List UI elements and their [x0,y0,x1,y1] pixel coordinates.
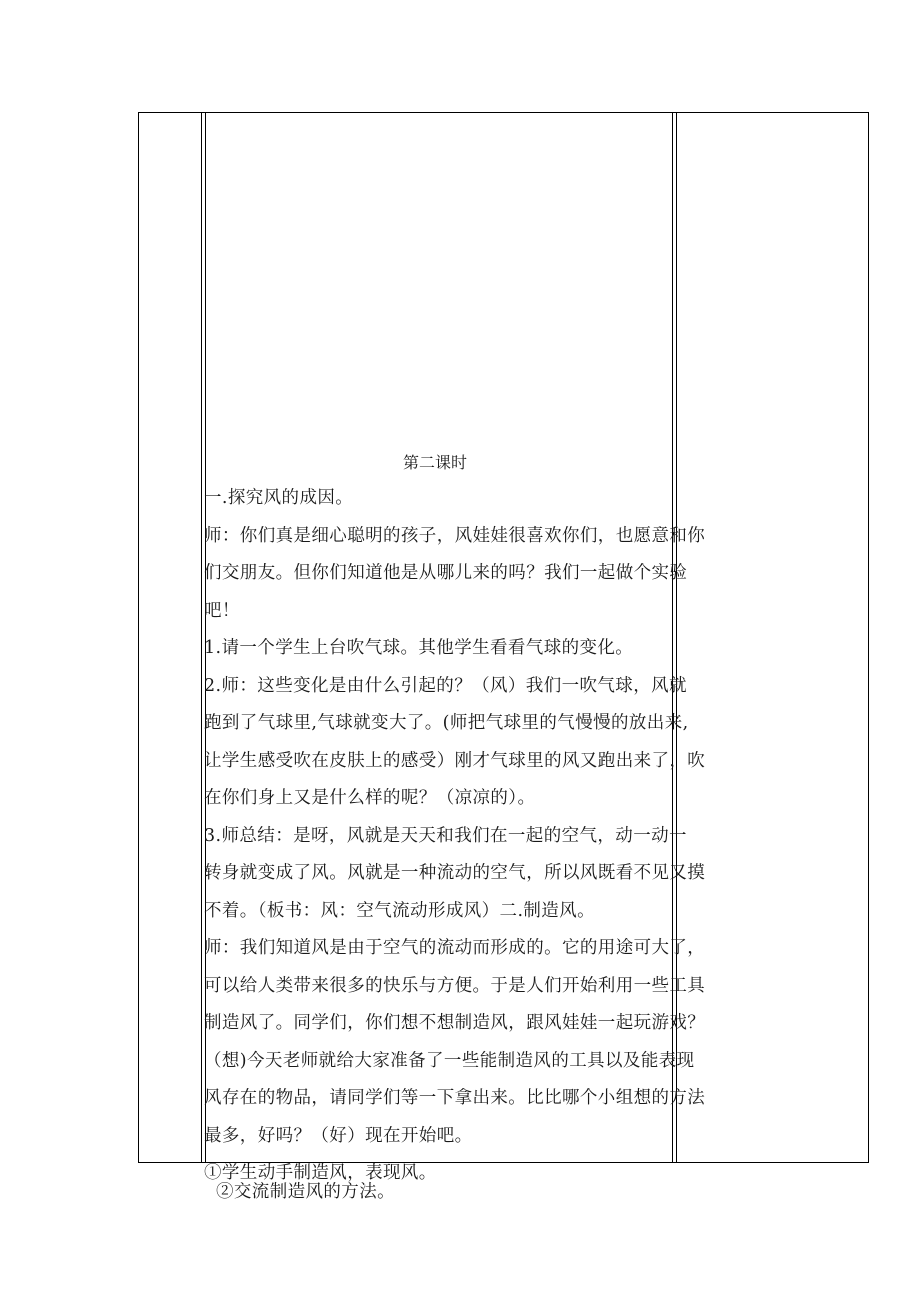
paragraph-line: 师：我们知道风是由于空气的流动而形成的。它的用途可大了， [204,938,706,958]
paragraph-line: 不着。（板书：风：空气流动形成风）二.制造风。 [204,900,596,921]
after-table-line: ②交流制造风的方法。 [216,1182,395,1202]
paragraph-line: 在你们身上又是什么样的呢？（凉凉的）。 [204,788,536,808]
paragraph-line: 跑到了气球里,气球就变大了。(师把气球里的气慢慢的放出来, [204,713,689,733]
column-divider [676,113,677,1162]
paragraph-line: 2.师：这些变化是由什么引起的？（风）我们一吹气球，风就 [204,675,687,696]
paragraph-line: 制造风了。同学们，你们想不想制造风，跟风娃娃一起玩游戏？ [204,1013,706,1033]
section-heading: 一.探究风的成因。 [204,488,354,508]
paragraph-line: 吧！ [204,600,240,621]
paragraph-line: 最多，好吗？（好）现在开始吧。 [204,1125,473,1146]
paragraph-line: 转身就变成了风。风就是一种流动的空气，所以风既看不见又摸 [204,863,706,883]
paragraph-line: （想)今天老师就给大家准备了一些能制造风的工具以及能表现 [204,1050,695,1071]
lesson-title: 第二课时 [402,453,467,472]
paragraph-line: 师：你们真是细心聪明的孩子，风娃娃很喜欢你们，也愿意和你 [204,525,706,546]
paragraph-line: 3.师总结：是呀，风就是天天和我们在一起的空气，动一动一 [204,825,687,846]
column-divider [201,113,202,1162]
paragraph-line: 风存在的物品，请同学们等一下拿出来。比比哪个小组想的方法 [204,1088,706,1108]
paragraph-line: 1.请一个学生上台吹气球。其他学生看看气球的变化。 [204,638,634,658]
paragraph-line: 们交朋友。但你们知道他是从哪儿来的吗？我们一起做个实验 [204,563,688,583]
lesson-content [204,446,706,1193]
paragraph-line: 让学生感受吹在皮肤上的感受）刚才气球里的风又跑出来了，吹 [204,750,706,771]
paragraph-line: 可以给人类带来很多的快乐与方便。于是人们开始利用一些工具 [204,975,706,996]
paragraph-line: ①学生动手制造风，表现风。 [204,1163,437,1183]
